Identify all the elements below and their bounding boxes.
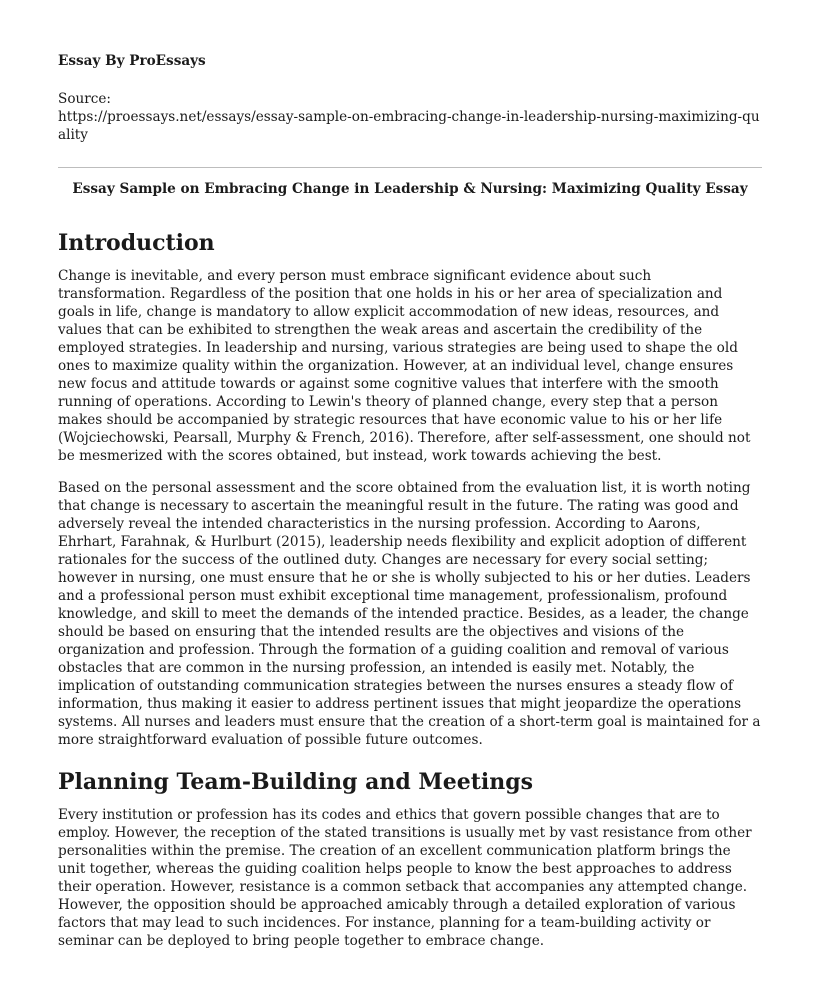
source-label: Source: bbox=[58, 91, 111, 107]
paragraph: Every institution or profession has its codes and ethics that govern possible changes that are to employ. However, the reception of the stated transitions is usually met by vast resistance from other personalities within the premise. The creation of an excellent communication platform brings the unit together, whereas the guiding coalition helps people to know the best approaches to address their operation. However, resistance is a common setback that accompanies any attempted change. However, the opposition should be approached amicably through a detailed exploration of various factors that may lead to such incidences. For instance, planning for a team-building activity or seminar can be deployed to bring people together to embrace change. bbox=[58, 807, 752, 949]
byline: Essay By ProEssays bbox=[58, 53, 206, 69]
paragraph: Based on the personal assessment and the score obtained from the evaluation list, it is worth noting that change is necessary to ascertain the meaningful result in the future. The rating was good and adversely reveal the intended characteristics in the nursing profession. According to Aarons, Ehrhart, Farahnak, & Hurlburt (2015), leadership needs flexibility and explicit adoption of different rationales for the success of the outlined duty. Changes are necessary for every social setting; however in nursing, one must ensure that he or she is wholly subjected to his or her duties. Leaders and a professional person must exhibit exceptional time management, professionalism, profound knowledge, and skill to meet the demands of the intended practice. Besides, as a leader, the change should be based on ensuring that the intended results are the objectives and visions of the organization and profession. Through the formation of a guiding coalition and removal of various obstacles that are common in the nursing profession, an intended is easily met. Notably, the implication of outstanding communication strategies between the nurses ensures a steady flow of information, thus making it easier to address pertinent issues that might jeopardize the operations systems. All nurses and leaders must ensure that the creation of a short-term goal is maintained for a more straightforward evaluation of possible future outcomes. bbox=[58, 480, 761, 748]
paragraph: Change is inevitable, and every person must embrace significant evidence about such transformation. Regardless of the position that one holds in his or her area of specialization and goals in life, change is mandatory to allow explicit accommodation of new ideas, resources, and values that can be exhibited to strengthen the weak areas and ascertain the credibility of the employed strategies. In leadership and nursing, various strategies are being used to shape the old ones to maximize quality within the organization. However, at an individual level, change ensures new focus and attitude towards or against some cognitive values that interfere with the smooth running of operations. According to Lewin's theory of planned change, every step that a person makes should be accompanied by strategic resources that have economic value to his or her life (Wojciechowski, Pearsall, Murphy & French, 2016). Therefore, after self-assessment, one should not be mesmerized with the scores obtained, but instead, work towards achieving the best. bbox=[58, 268, 751, 464]
section-heading: Planning Team-Building and Meetings bbox=[58, 769, 534, 795]
section-introduction bbox=[58, 228, 762, 749]
section-heading: Introduction bbox=[58, 230, 215, 256]
divider bbox=[58, 167, 762, 168]
source-url: https://proessays.net/essays/essay-sample-on-embracing-change-in-leadership-nursing-maximizing-quality bbox=[58, 109, 760, 143]
essay-title: Essay Sample on Embracing Change in Leadership & Nursing: Maximizing Quality Essay bbox=[72, 181, 748, 197]
section-planning-team-building bbox=[58, 767, 762, 950]
source-block bbox=[58, 90, 762, 144]
